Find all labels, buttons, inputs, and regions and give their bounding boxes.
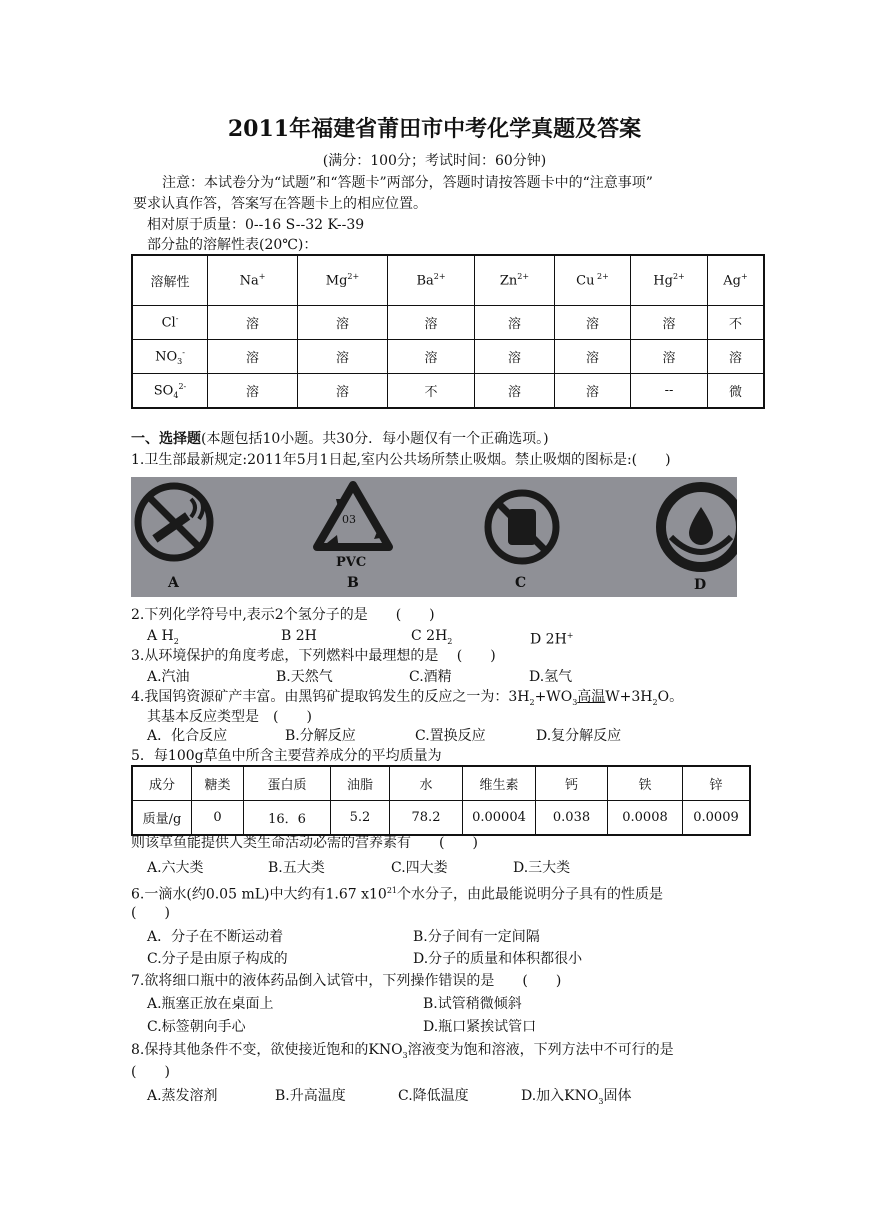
cell: 溶 [631, 340, 708, 374]
q7-opt-b: B.试管稍微倾斜 [423, 996, 522, 1012]
nut-header: 油脂 [331, 766, 390, 801]
water-saving-icon [661, 487, 737, 567]
subtitle: (满分：100分；考试时间：60分钟) [322, 153, 547, 169]
q5-opt-c: C.四大娄 [391, 860, 448, 876]
nut-cell: 0.0008 [608, 801, 683, 836]
sol-row-cl [132, 306, 764, 340]
icon-label-b: B [347, 575, 359, 591]
cell: 溶 [475, 306, 555, 340]
icon-label-d: D [694, 577, 707, 593]
atomic-mass: 相对原于质量：0--16 S--32 K--39 [147, 217, 365, 233]
question-7: 7.欲将细口瓶中的液体药品倒入试管中，下列操作错误的是 ( ) [131, 973, 562, 989]
q7-opt-c: C.标签朝向手心 [147, 1019, 246, 1035]
q5-opt-a: A.六大类 [147, 860, 204, 876]
nutrition-table [131, 765, 751, 836]
q6-opt-a: A．分子在不断运动着 [147, 929, 284, 945]
anion-so4: $SO_4^{2-}$ [132, 374, 208, 409]
q8-opt-d: D.加入$KNO_3$固体 [521, 1088, 632, 1106]
sol-header-mg: $Mg^{2+}$ [298, 255, 388, 306]
q6-opt-d: D.分子的质量和体积都很小 [413, 951, 583, 967]
q2-opt-a: A $H_2$ [147, 628, 179, 646]
question-5-line-2: 则该草鱼能提供人类生命活动必需的营养素有 ( ) [131, 835, 478, 851]
sol-header-zn: $Zn^{2+}$ [475, 255, 555, 306]
nut-header: 铁 [608, 766, 683, 801]
cell: 溶 [208, 340, 298, 374]
q8-opt-c: C.降低温度 [398, 1088, 469, 1104]
anion-no3: $NO_3^-$ [132, 340, 208, 374]
cell: 溶 [298, 340, 388, 374]
no-smoking-icon [138, 486, 210, 558]
nut-cell: 质量/g [132, 801, 192, 836]
cell: 溶 [555, 340, 631, 374]
q4-opt-a: A．化合反应 [147, 728, 228, 744]
q5-opt-d: D.三大类 [513, 860, 571, 876]
q4-opt-c: C.置换反应 [415, 728, 486, 744]
nut-header: 糖类 [192, 766, 244, 801]
question-5: 5．每100g草鱼中所含主要营养成分的平均质量为 [131, 748, 442, 764]
q4-opt-b: B.分解反应 [285, 728, 356, 744]
icon-label-a: A [168, 575, 179, 591]
q2-opt-d: D 2H+ [530, 631, 574, 648]
cell: 溶 [555, 374, 631, 409]
cell: 溶 [631, 306, 708, 340]
nut-cell: 0 [192, 801, 244, 836]
sol-header-0: 溶解性 [132, 255, 208, 306]
cell: -- [631, 374, 708, 409]
cell: 溶 [208, 374, 298, 409]
sol-header-cu: Cu $^{2+}$ [555, 255, 631, 306]
cell: 溶 [475, 374, 555, 409]
question-6-line-2: ( ) [131, 905, 170, 921]
question-6: 6.一滴水(约0.05 mL)中大约有1.67 $x10^{21}$个水分子，由此最能说明分子具有的性质是 [131, 886, 663, 903]
sol-header-ba: $Ba^{2+}$ [388, 255, 475, 306]
q3-opt-c: C.酒精 [409, 669, 452, 685]
nut-cell: 16．6 [244, 801, 331, 836]
icon-b-text: PVC [336, 555, 367, 570]
section-heading: 一、选择题(本题包括10小题。共30分．每小题仅有一个正确选项。) [131, 431, 549, 447]
sol-header-ag: Ag+ [708, 255, 765, 306]
nut-cell: 0.038 [536, 801, 608, 836]
question-4: 4.我国钨资源矿产丰富。由黑钨矿提取钨发生的反应之一为：$3H_2+WO_3$高温$W+3H_2O$。 [131, 689, 684, 707]
q8-opt-a: A.蒸发溶剂 [147, 1088, 218, 1104]
cell: 溶 [475, 340, 555, 374]
page-title: 2011年福建省莆田市中考化学真题及答案 [227, 116, 642, 142]
solubility-table [131, 254, 765, 409]
q2-opt-c: C $2H_2$ [411, 628, 453, 646]
cell: 溶 [708, 340, 765, 374]
cell: 溶 [555, 306, 631, 340]
notice-line-1: 注意：本试卷分为“试题”和“答题卡”两部分，答题时请按答题卡中的“注意事项” [162, 175, 653, 191]
icon-label-c: C [515, 575, 527, 591]
cell: 溶 [388, 306, 475, 340]
sign-images [131, 477, 737, 597]
q3-opt-a: A.汽油 [147, 669, 190, 685]
nut-header: 蛋白质 [244, 766, 331, 801]
q6-opt-b: B.分子间有一定间隔 [413, 929, 540, 945]
cell: 溶 [298, 374, 388, 409]
question-4-line-2: 其基本反应类型是 ( ) [147, 709, 312, 725]
question-2: 2.下列化学符号中,表示2个氢分子的是 ( ) [131, 607, 435, 623]
table-title: 部分盐的溶解性表(20℃)： [147, 237, 318, 253]
q7-opt-d: D.瓶口紧挨试管口 [423, 1019, 537, 1035]
cell: 不 [708, 306, 765, 340]
nut-cell: 0.00004 [463, 801, 536, 836]
q5-opt-b: B.五大类 [268, 860, 325, 876]
nut-cell: 5.2 [331, 801, 390, 836]
cell: 不 [388, 374, 475, 409]
nut-header: 锌 [683, 766, 751, 801]
question-8: 8.保持其他条件不变，欲使接近饱和的$KNO_3$溶液变为饱和溶液，下列方法中不可行的是 [131, 1042, 674, 1060]
q6-opt-c: C.分子是由原子构成的 [147, 951, 288, 967]
nut-header: 钙 [536, 766, 608, 801]
cell: 微 [708, 374, 765, 409]
no-oil-drum-icon [488, 493, 556, 561]
sol-row-so4 [132, 374, 764, 409]
nut-header: 水 [390, 766, 463, 801]
q7-opt-a: A.瓶塞正放在桌面上 [147, 996, 274, 1012]
cell: 溶 [298, 306, 388, 340]
icon-b-code: 03 [342, 513, 356, 526]
cell: 溶 [208, 306, 298, 340]
question-8-line-2: ( ) [131, 1064, 170, 1080]
q3-opt-b: B.天然气 [276, 669, 333, 685]
sol-header-hg: $Hg^{2+}$ [631, 255, 708, 306]
nut-header: 成分 [132, 766, 192, 801]
cell: 溶 [388, 340, 475, 374]
q3-opt-d: D.氢气 [529, 669, 573, 685]
nut-cell: 0.0009 [683, 801, 751, 836]
sol-header-na: Na+ [208, 255, 298, 306]
notice-line-2: 要求认真作答，答案写在答题卡上的相应位置。 [133, 196, 427, 212]
nut-cell: 78.2 [390, 801, 463, 836]
sol-row-no3 [132, 340, 764, 374]
anion-cl: Cl- [132, 306, 208, 340]
question-3: 3.从环境保护的角度考虑，下列燃料中最理想的是 ( ) [131, 648, 496, 664]
q8-opt-b: B.升高温度 [275, 1088, 346, 1104]
q2-opt-b: B 2H [281, 628, 317, 644]
nut-header: 维生素 [463, 766, 536, 801]
question-1: 1.卫生部最新规定:2011年5月1日起,室内公共场所禁止吸烟。禁止吸烟的图标是:( ) [131, 452, 671, 468]
q4-opt-d: D.复分解反应 [536, 728, 622, 744]
